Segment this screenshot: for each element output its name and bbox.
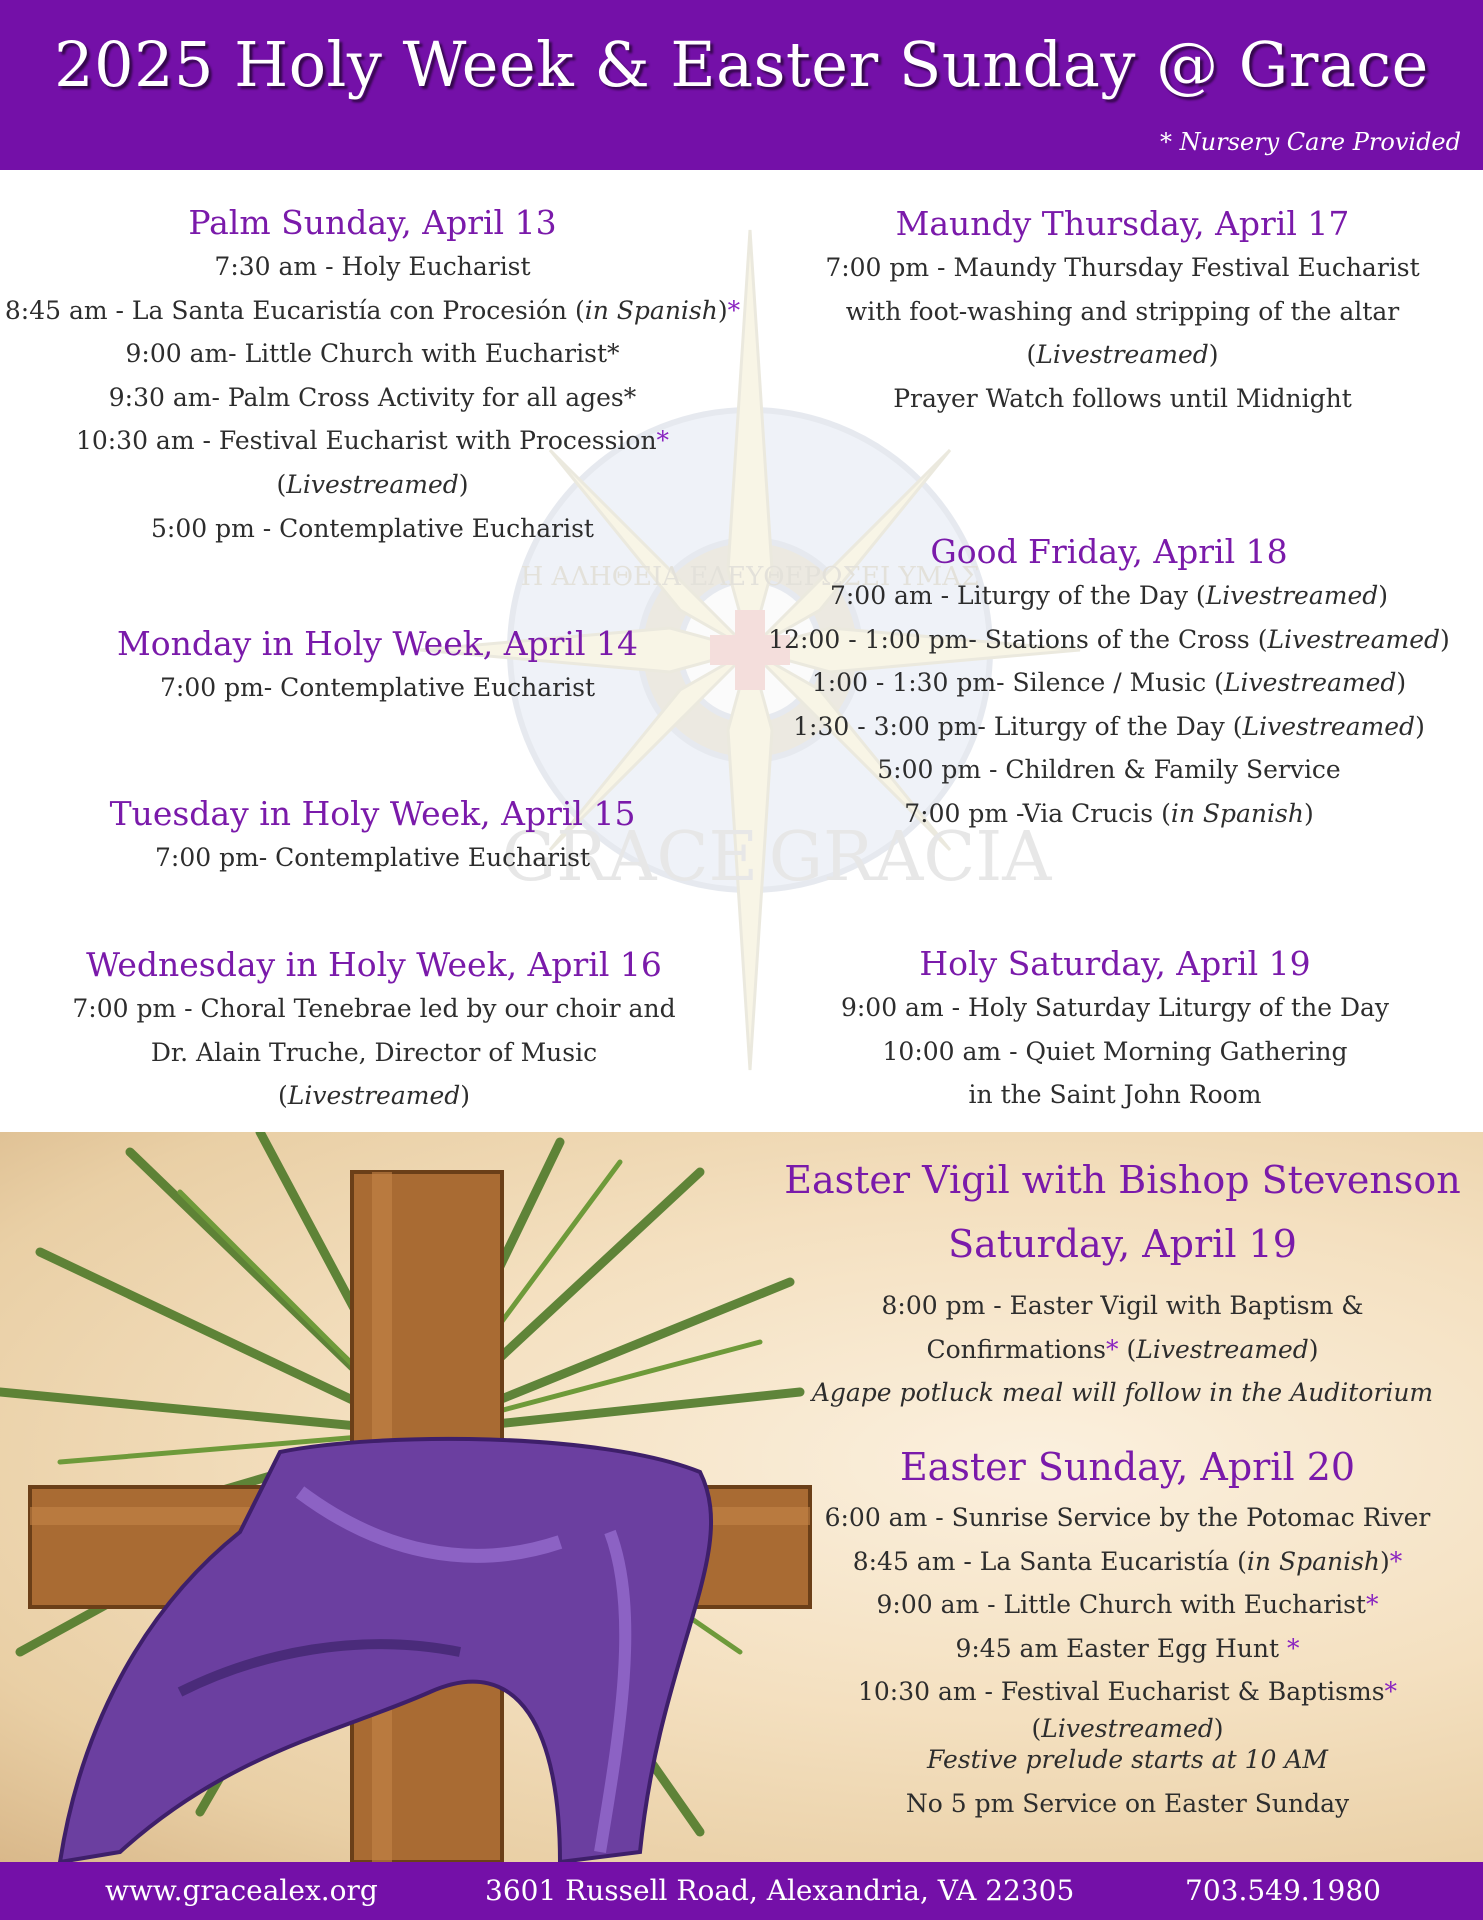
schedule-line: Festive prelude starts at 10 AM	[927, 1744, 1328, 1774]
easter-panel	[0, 1132, 1483, 1862]
cross-with-purple-cloth-image	[0, 1132, 820, 1862]
schedule-line: 9:00 am- Little Church with Eucharist*	[125, 339, 620, 369]
easter-sunday-heading: Easter Sunday, April 20	[899, 1445, 1356, 1489]
good-friday-section	[745, 530, 1473, 836]
header-banner	[0, 0, 1483, 170]
schedule-line: 7:30 am - Holy Eucharist	[214, 252, 531, 281]
schedule-line: 7:00 pm - Maundy Thursday Festival Eucharist	[825, 253, 1420, 282]
easter-vigil-heading: Easter Vigil with Bishop Stevenson	[784, 1158, 1461, 1202]
monday-section	[0, 622, 755, 710]
schedule-line: 5:00 pm - Contemplative Eucharist	[151, 513, 594, 543]
palm-sunday-section	[0, 201, 745, 550]
schedule-line: (Livestreamed)	[1026, 340, 1219, 370]
good-friday-heading: Good Friday, April 18	[930, 532, 1288, 571]
schedule-line: 6:00 am - Sunrise Service by the Potomac River	[824, 1503, 1431, 1532]
schedule-line: 7:00 am - Liturgy of the Day (Livestreamed)	[829, 581, 1389, 610]
schedule-line: 10:30 am - Festival Eucharist & Baptisms*	[857, 1677, 1398, 1706]
maundy-thursday-heading: Maundy Thursday, April 17	[895, 204, 1350, 243]
website-link[interactable]: www.gracealex.org	[105, 1874, 378, 1907]
watermark-grace: GRACE	[501, 818, 759, 897]
footer-bar	[0, 1862, 1483, 1920]
watermark-gracia: GRACIA	[768, 818, 1052, 897]
schedule-line: Agape potluck meal will follow in the Auditorium	[811, 1378, 1434, 1407]
schedule-line: 12:00 - 1:00 pm- Stations of the Cross (Livestreamed)	[768, 624, 1450, 654]
easter-vigil-section	[775, 1148, 1470, 1415]
schedule-line: Confirmations* (Livestreamed)	[926, 1334, 1319, 1364]
page-title: 2025 Holy Week & Easter Sunday @ Grace	[54, 28, 1429, 101]
schedule-line: (Livestreamed)	[277, 1081, 471, 1111]
seal-text: Η ΑΛΗΘΕΙΑ ΕΛΕΥΘΕΡΩΣΕΙ ΥΜΑΣ	[520, 562, 980, 592]
schedule-line: 8:00 pm - Easter Vigil with Baptism &	[881, 1291, 1364, 1320]
schedule-line: with foot-washing and stripping of the altar	[845, 296, 1400, 326]
schedule-line: Prayer Watch follows until Midnight	[893, 383, 1352, 413]
nursery-note: * Nursery Care Provided	[1160, 128, 1461, 156]
schedule-line: 7:00 pm- Contemplative Eucharist	[159, 673, 595, 702]
schedule-line: 1:30 - 3:00 pm- Liturgy of the Day (Livestreamed)	[793, 711, 1425, 741]
schedule-line: in the Saint John Room	[968, 1080, 1262, 1110]
maundy-thursday-section	[745, 202, 1483, 420]
address-text: 3601 Russell Road, Alexandria, VA 22305	[485, 1874, 1075, 1907]
schedule-line: 7:00 pm -Via Crucis (in Spanish)	[904, 798, 1314, 828]
schedule-line: 9:45 am Easter Egg Hunt *	[955, 1633, 1300, 1663]
schedule-line: 10:30 am - Festival Eucharist with Procession*	[75, 426, 670, 456]
palm-sunday-heading: Palm Sunday, April 13	[188, 203, 557, 242]
wednesday-heading: Wednesday in Holy Week, April 16	[86, 945, 662, 984]
schedule-line: 7:00 pm - Choral Tenebrae led by our choir and	[72, 994, 676, 1023]
holy-saturday-heading: Holy Saturday, April 19	[919, 944, 1311, 983]
phone-number[interactable]: 703.549.1980	[1185, 1874, 1381, 1907]
holy-saturday-section	[745, 942, 1483, 1117]
monday-heading: Monday in Holy Week, April 14	[116, 624, 639, 663]
schedule-line: 10:00 am - Quiet Morning Gathering	[882, 1036, 1348, 1066]
wednesday-section	[0, 943, 748, 1118]
schedule-line: 5:00 pm - Children & Family Service	[877, 755, 1341, 785]
schedule-line: (Livestreamed)	[276, 469, 469, 499]
tuesday-heading: Tuesday in Holy Week, April 15	[109, 794, 636, 833]
schedule-line: 9:30 am- Palm Cross Activity for all ages*	[108, 382, 637, 412]
easter-vigil-date-heading: Saturday, April 19	[948, 1222, 1297, 1266]
easter-sunday-section	[775, 1442, 1480, 1825]
schedule-line: 9:00 am - Little Church with Eucharist*	[876, 1590, 1379, 1619]
schedule-line: No 5 pm Service on Easter Sunday	[905, 1788, 1350, 1818]
schedule-line: 8:45 am - La Santa Eucaristía (in Spanish)*	[852, 1546, 1403, 1576]
schedule-line: 8:45 am - La Santa Eucaristía con Procesión (in Spanish)*	[4, 295, 741, 325]
schedule-line: 1:00 - 1:30 pm- Silence / Music (Livestreamed)	[811, 668, 1407, 698]
schedule-line: 7:00 pm- Contemplative Eucharist	[154, 843, 590, 872]
schedule-line: (Livestreamed)	[1031, 1713, 1224, 1743]
schedule-line: Dr. Alain Truche, Director of Music	[150, 1037, 598, 1067]
schedule-line: 9:00 am - Holy Saturday Liturgy of the Day	[840, 993, 1390, 1022]
tuesday-section	[0, 792, 745, 880]
